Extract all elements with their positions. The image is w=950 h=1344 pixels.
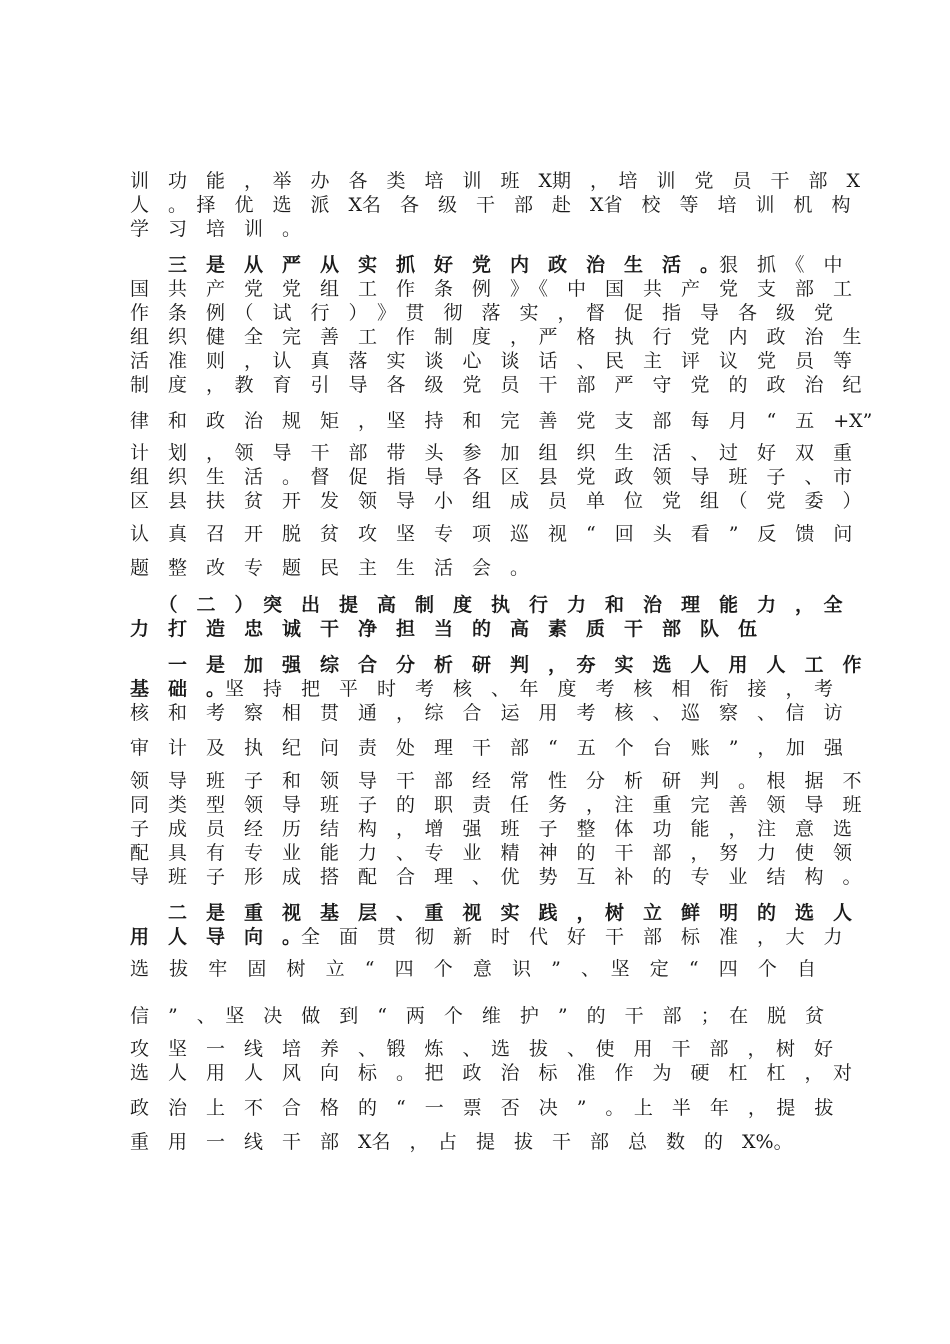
text-line: 组 织 健 全 完 善 工 作 制 度 ， 严 格 执 行 党 内 政 治 生 [130,326,862,348]
section-heading-line: 力 打 造 忠 诚 干 净 担 当 的 高 素 质 干 部 队 伍 [130,618,758,640]
text-line: 审 计 及 执 纪 问 责 处 理 干 部 “ 五 个 台 账 ” ， 加 强 [130,737,843,759]
text-line: 作 条 例 （ 试 行 ） 》 贯 彻 落 实 ， 督 促 指 导 各 级 党 [130,302,834,324]
text-line: 领 导 班 子 和 领 导 干 部 经 常 性 分 析 研 判 。 根 据 不 [130,770,862,792]
text-line: 重 用 一 线 干 部 X名 ， 占 提 拔 干 部 总 数 的 X%。 [130,1131,793,1153]
heading-line: 二 是 重 视 基 层 、 重 视 实 践 ， 树 立 鲜 明 的 选 人 [130,902,853,924]
text-line: 认 真 召 开 脱 贫 攻 坚 专 项 巡 视 “ 回 头 看 ” 反 馈 问 [130,523,853,545]
text-line: 子 成 员 经 历 结 构 ， 增 强 班 子 整 体 功 能 ， 注 意 选 [130,818,853,840]
text-line: 信 ” 、 坚 决 做 到 “ 两 个 维 护 ” 的 干 部 ； 在 脱 贫 [130,1005,825,1027]
bold-lead: 用 人 导 向 。 [130,926,302,948]
text-line: 攻 坚 一 线 培 养 、 锻 炼 、 选 拔 、 使 用 干 部 ， 树 好 [130,1038,834,1060]
text-line: 同 类 型 领 导 班 子 的 职 责 任 务 ， 注 重 完 善 领 导 班 [130,794,862,816]
text-line: 选 人 用 人 风 向 标 。 把 政 治 标 准 作 为 硬 杠 杠 ， 对 [130,1062,853,1084]
text-line: 训 功 能 ， 举 办 各 类 培 训 班 X期 ， 培 训 党 员 干 部 X [130,170,861,192]
text-line: 组 织 生 活 。 督 促 指 导 各 区 县 党 政 领 导 班 子 、 市 [130,466,853,488]
text-line: 基 础 。坚 持 把 平 时 考 核 、 年 度 考 核 相 衔 接 ， 考 [130,678,834,700]
text-line: 制 度 ， 教 育 引 导 各 级 党 员 干 部 严 守 党 的 政 治 纪 [130,374,862,396]
text-line: 题 整 改 专 题 民 主 生 活 会 。 [130,557,530,579]
text-line: 律 和 政 治 规 矩 ， 坚 持 和 完 善 党 支 部 每 月 “ 五 +X” [130,410,873,432]
text-line: 政 治 上 不 合 格 的 “ 一 票 否 决 ” 。 上 半 年 ， 提 拔 [130,1097,834,1119]
text-line: 活 准 则 ， 认 真 落 实 谈 心 谈 话 、 民 主 评 议 党 员 等 [130,350,853,372]
text-line: 用 人 导 向 。全 面 贯 彻 新 时 代 好 干 部 标 准 ， 大 力 [130,926,843,948]
text-line: 核 和 考 察 相 贯 通 ， 综 合 运 用 考 核 、 巡 察 、 信 访 [130,702,843,724]
text-line: 国 共 产 党 党 组 工 作 条 例 》 《 中 国 共 产 党 支 部 工 [130,278,853,300]
text-line: 学 习 培 训 。 [130,218,302,240]
bold-lead: 三 是 从 严 从 实 抓 好 党 内 政 治 生 活 。 [130,254,720,276]
text-line: 人 。 择 优 选 派 X名 各 级 干 部 赴 X省 校 等 培 训 机 构 [130,194,851,216]
heading-line: 三 是 从 严 从 实 抓 好 党 内 政 治 生 活 。狠 抓 《 中 [130,254,843,276]
heading-line: 一 是 加 强 综 合 分 析 研 判 ， 夯 实 选 人 用 人 工 作 [130,654,862,676]
bold-lead: 基 础 。 [130,678,226,700]
text-line: 计 划 ， 领 导 干 部 带 头 参 加 组 织 生 活 、 过 好 双 重 [130,442,853,464]
text-line: 选 拔 牢 固 树 立 “ 四 个 意 识 ” 、 坚 定 “ 四 个 自 [130,958,816,980]
text-line: 导 班 子 形 成 搭 配 合 理 、 优 势 互 补 的 专 业 结 构 。 [130,866,862,888]
section-heading-line: （ 二 ） 突 出 提 高 制 度 执 行 力 和 治 理 能 力 ， 全 [130,594,843,616]
text-line: 配 具 有 专 业 能 力 、 专 业 精 神 的 干 部 ， 努 力 使 领 [130,842,853,864]
text-line: 区 县 扶 贫 开 发 领 导 小 组 成 员 单 位 党 组 （ 党 委 ） [130,490,862,512]
